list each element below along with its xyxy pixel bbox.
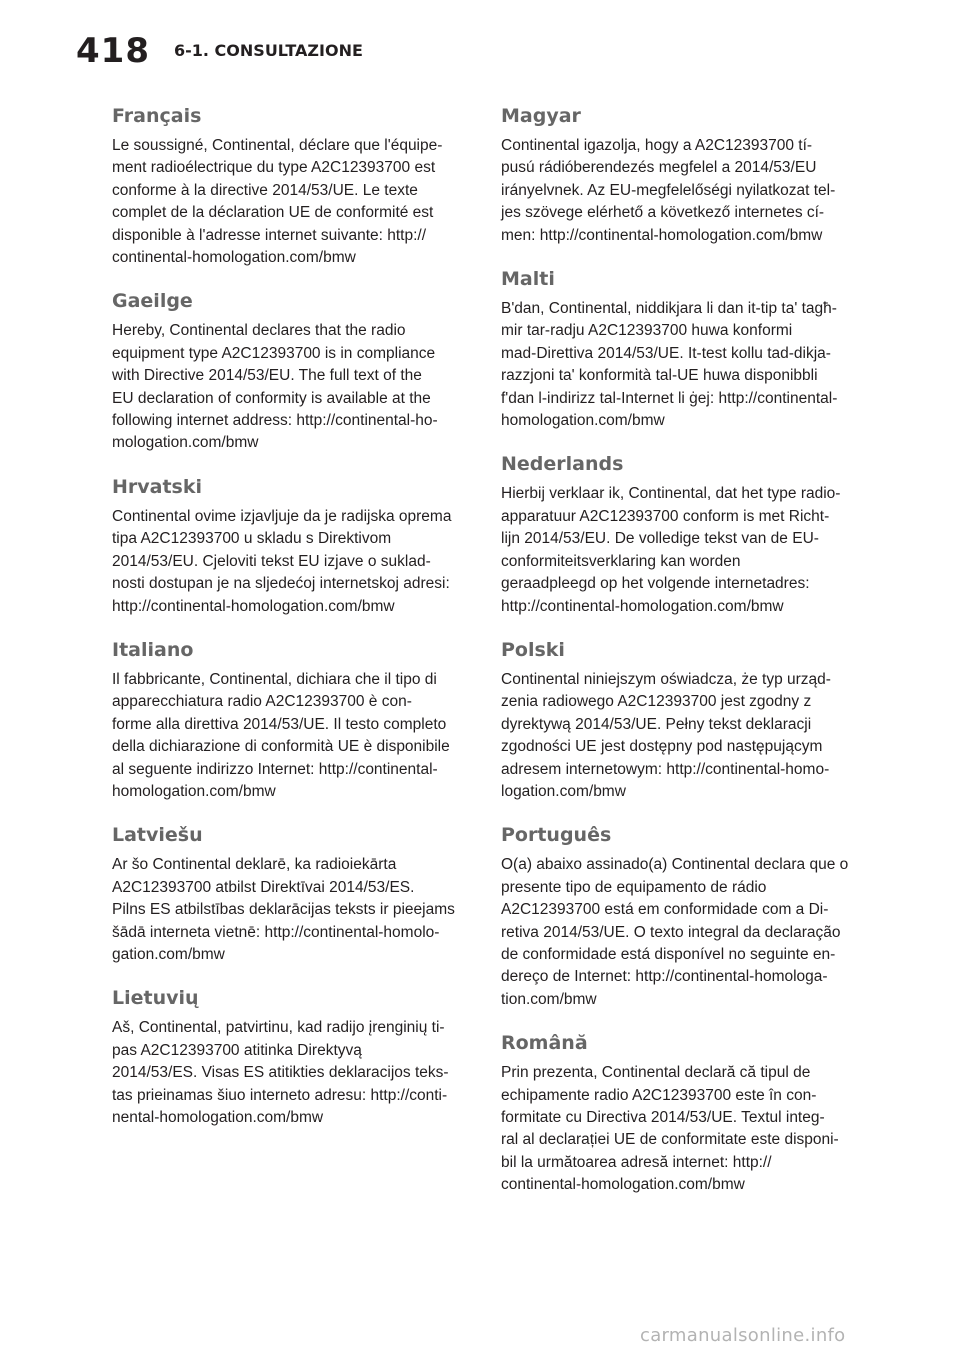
body-line: de conformidade está disponível no seguinte en- bbox=[501, 945, 836, 963]
section-heading: Italiano bbox=[112, 638, 194, 661]
left-column bbox=[112, 103, 464, 1148]
body-line: f'dan l-indirizz tal-Internet li ġej: http://continental- bbox=[501, 389, 838, 407]
body-line: Il fabbricante, Continental, dichiara che il tipo di bbox=[112, 670, 437, 688]
body-line: formitate cu Directiva 2014/53/UE. Textul integ- bbox=[501, 1109, 825, 1126]
body-line: jes szövege elérhető a következő internetes cí- bbox=[501, 204, 825, 222]
section-heading: Latviešu bbox=[112, 824, 203, 847]
body-line: šādā interneta vietnē: http://continental-homolo- bbox=[112, 923, 440, 941]
body-line: tas prieinamas šiuo interneto adresu: http://conti- bbox=[112, 1086, 448, 1104]
section-body bbox=[501, 298, 853, 432]
chapter-title: 6-1. CONSULTAZIONE bbox=[174, 41, 363, 60]
body-line: B'dan, Continental, niddikjara li dan it-tip ta' tagħ- bbox=[501, 300, 837, 318]
page-header bbox=[0, 0, 960, 82]
body-line: http://continental-homologation.com/bmw bbox=[501, 597, 784, 615]
section-heading: Gaeilge bbox=[112, 290, 193, 313]
section-body bbox=[112, 135, 464, 269]
body-line: homologation.com/bmw bbox=[501, 412, 665, 430]
body-line: apparecchiatura radio A2C12393700 è con- bbox=[112, 693, 412, 711]
body-line: A2C12393700 atbilst Direktīvai 2014/53/ES. bbox=[112, 878, 415, 896]
section-gaeilge bbox=[112, 288, 464, 454]
section-heading: Nederlands bbox=[501, 453, 624, 476]
body-line: zenia radiowego A2C12393700 jest zgodny z bbox=[501, 693, 812, 711]
body-line: homologation.com/bmw bbox=[112, 782, 276, 800]
watermark-text: carmanualsonline.info bbox=[640, 1325, 846, 1346]
body-line: continental-homologation.com/bmw bbox=[501, 1176, 745, 1194]
section-heading: Français bbox=[112, 105, 202, 127]
body-line: pas A2C12393700 atitinka Direktyvą bbox=[112, 1041, 362, 1059]
body-line: Le soussigné, Continental, déclare que l'équipe- bbox=[112, 137, 443, 154]
section-portugues bbox=[501, 822, 853, 1011]
body-line: equipment type A2C12393700 is in compliance bbox=[112, 344, 436, 362]
body-line: forme alla direttiva 2014/53/UE. Il testo completo bbox=[112, 715, 447, 733]
body-line: Prin prezenta, Continental declară că tipul de bbox=[501, 1064, 811, 1082]
section-heading: Magyar bbox=[501, 105, 581, 127]
body-line: echipamente radio A2C12393700 este în con- bbox=[501, 1086, 817, 1104]
body-line: A2C12393700 está em conformidade com a Di- bbox=[501, 901, 829, 919]
section-body bbox=[112, 320, 464, 454]
body-line: with Directive 2014/53/EU. The full text of the bbox=[112, 367, 422, 385]
section-romana bbox=[501, 1030, 853, 1196]
section-body bbox=[112, 854, 464, 966]
body-line: adresem internetowym: http://continental-homo- bbox=[501, 760, 830, 778]
body-line: continental-homologation.com/bmw bbox=[112, 249, 356, 267]
body-line: mologation.com/bmw bbox=[112, 434, 259, 452]
body-line: Hereby, Continental declares that the radio bbox=[112, 322, 406, 340]
body-line: Continental ovime izjavljuje da je radijska oprema bbox=[112, 507, 452, 525]
section-heading: Hrvatski bbox=[112, 475, 203, 498]
body-line: nosti dostupan je na sljedećoj internetskoj adresi: bbox=[112, 575, 450, 593]
body-line: following internet address: http://continental-ho- bbox=[112, 412, 438, 430]
body-line: disponible à l'adresse internet suivante: http:// bbox=[112, 226, 427, 244]
body-line: razzjoni ta' konformità tal-UE huwa disponibbli bbox=[501, 367, 818, 385]
section-body bbox=[112, 669, 464, 803]
body-line: mad-Direttiva 2014/53/UE. It-test kollu tad-dikja- bbox=[501, 344, 831, 362]
page-number: 418 bbox=[76, 31, 150, 71]
section-body bbox=[501, 669, 853, 803]
body-line: Ar šo Continental deklarē, ka radioiekārta bbox=[112, 856, 397, 874]
body-line: gation.com/bmw bbox=[112, 945, 225, 963]
body-line: tion.com/bmw bbox=[501, 990, 597, 1008]
section-body bbox=[501, 1062, 853, 1196]
body-line: pusú rádióberendezés megfelel a 2014/53/EU bbox=[501, 159, 817, 177]
section-heading: Lietuvių bbox=[112, 987, 199, 1010]
body-line: men: http://continental-homologation.com/bmw bbox=[501, 226, 823, 244]
body-line: conforme à la directive 2014/53/UE. Le texte bbox=[112, 181, 418, 199]
body-line: mir tar-radju A2C12393700 huwa konformi bbox=[501, 322, 793, 340]
body-line: Hierbij verklaar ik, Continental, dat het type radio- bbox=[501, 485, 841, 503]
body-line: http://continental-homologation.com/bmw bbox=[112, 597, 395, 615]
body-line: ral al declarației UE de conformitate este disponi- bbox=[501, 1131, 839, 1149]
section-italiano bbox=[112, 637, 464, 803]
body-line: tipa A2C12393700 u skladu s Direktivom bbox=[112, 530, 392, 548]
section-heading: Română bbox=[501, 1032, 588, 1055]
section-heading: Malti bbox=[501, 268, 555, 291]
right-column bbox=[501, 103, 853, 1216]
body-line: logation.com/bmw bbox=[501, 782, 626, 800]
body-line: dyrektywą 2014/53/UE. Pełny tekst deklaracji bbox=[501, 715, 812, 733]
body-line: lijn 2014/53/EU. De volledige tekst van de EU- bbox=[501, 530, 819, 548]
body-line: al seguente indirizzo Internet: http://continental- bbox=[112, 760, 438, 778]
body-line: irányelvnek. Az EU-megfelelőségi nyilatkozat tel- bbox=[501, 181, 836, 199]
body-line: Aš, Continental, patvirtinu, kad radijo įrenginių ti- bbox=[112, 1019, 445, 1037]
body-line: zgodności UE jest dostępny pod następującym bbox=[501, 738, 823, 756]
section-body bbox=[112, 1017, 464, 1129]
section-lietuviu bbox=[112, 985, 464, 1129]
body-line: Continental igazolja, hogy a A2C12393700 tí- bbox=[501, 137, 813, 154]
section-heading: Português bbox=[501, 824, 612, 847]
section-malti bbox=[501, 266, 853, 432]
section-body bbox=[501, 483, 853, 617]
body-line: presente tipo de equipamento de rádio bbox=[501, 878, 767, 896]
body-line: bil la următoarea adresă internet: http:// bbox=[501, 1153, 772, 1171]
body-line: O(a) abaixo assinado(a) Continental declara que o bbox=[501, 856, 849, 874]
section-body bbox=[501, 854, 853, 1011]
body-line: retiva 2014/53/UE. O texto integral da declaração bbox=[501, 923, 841, 941]
section-francais bbox=[112, 103, 464, 269]
body-line: della dichiarazione di conformità UE è disponibile bbox=[112, 738, 450, 756]
section-nederlands bbox=[501, 451, 853, 617]
body-line: geraadpleegd op het volgende internetadres: bbox=[501, 575, 810, 593]
section-magyar bbox=[501, 103, 853, 247]
body-line: dereço de Internet: http://continental-homologa- bbox=[501, 968, 828, 986]
section-polski bbox=[501, 637, 853, 803]
body-line: nental-homologation.com/bmw bbox=[112, 1109, 324, 1126]
body-line: apparatuur A2C12393700 conform is met Richt- bbox=[501, 507, 830, 525]
section-latviesu bbox=[112, 822, 464, 966]
body-line: conformiteitsverklaring kan worden bbox=[501, 552, 741, 570]
body-line: EU declaration of conformity is available at the bbox=[112, 389, 431, 407]
body-line: ment radioélectrique du type A2C12393700 est bbox=[112, 159, 436, 177]
section-body bbox=[501, 135, 853, 247]
section-body bbox=[112, 506, 464, 618]
body-line: 2014/53/EU. Cjeloviti tekst EU izjave o suklad- bbox=[112, 552, 431, 570]
section-heading: Polski bbox=[501, 638, 565, 661]
body-line: 2014/53/ES. Visas ES atitikties deklaracijos teks- bbox=[112, 1064, 449, 1082]
section-hrvatski bbox=[112, 474, 464, 618]
body-line: Continental niniejszym oświadcza, że typ urząd- bbox=[501, 670, 831, 688]
body-line: complet de la déclaration UE de conformité est bbox=[112, 204, 434, 222]
body-line: Pilns ES atbilstības deklarācijas teksts ir pieejams bbox=[112, 901, 455, 919]
